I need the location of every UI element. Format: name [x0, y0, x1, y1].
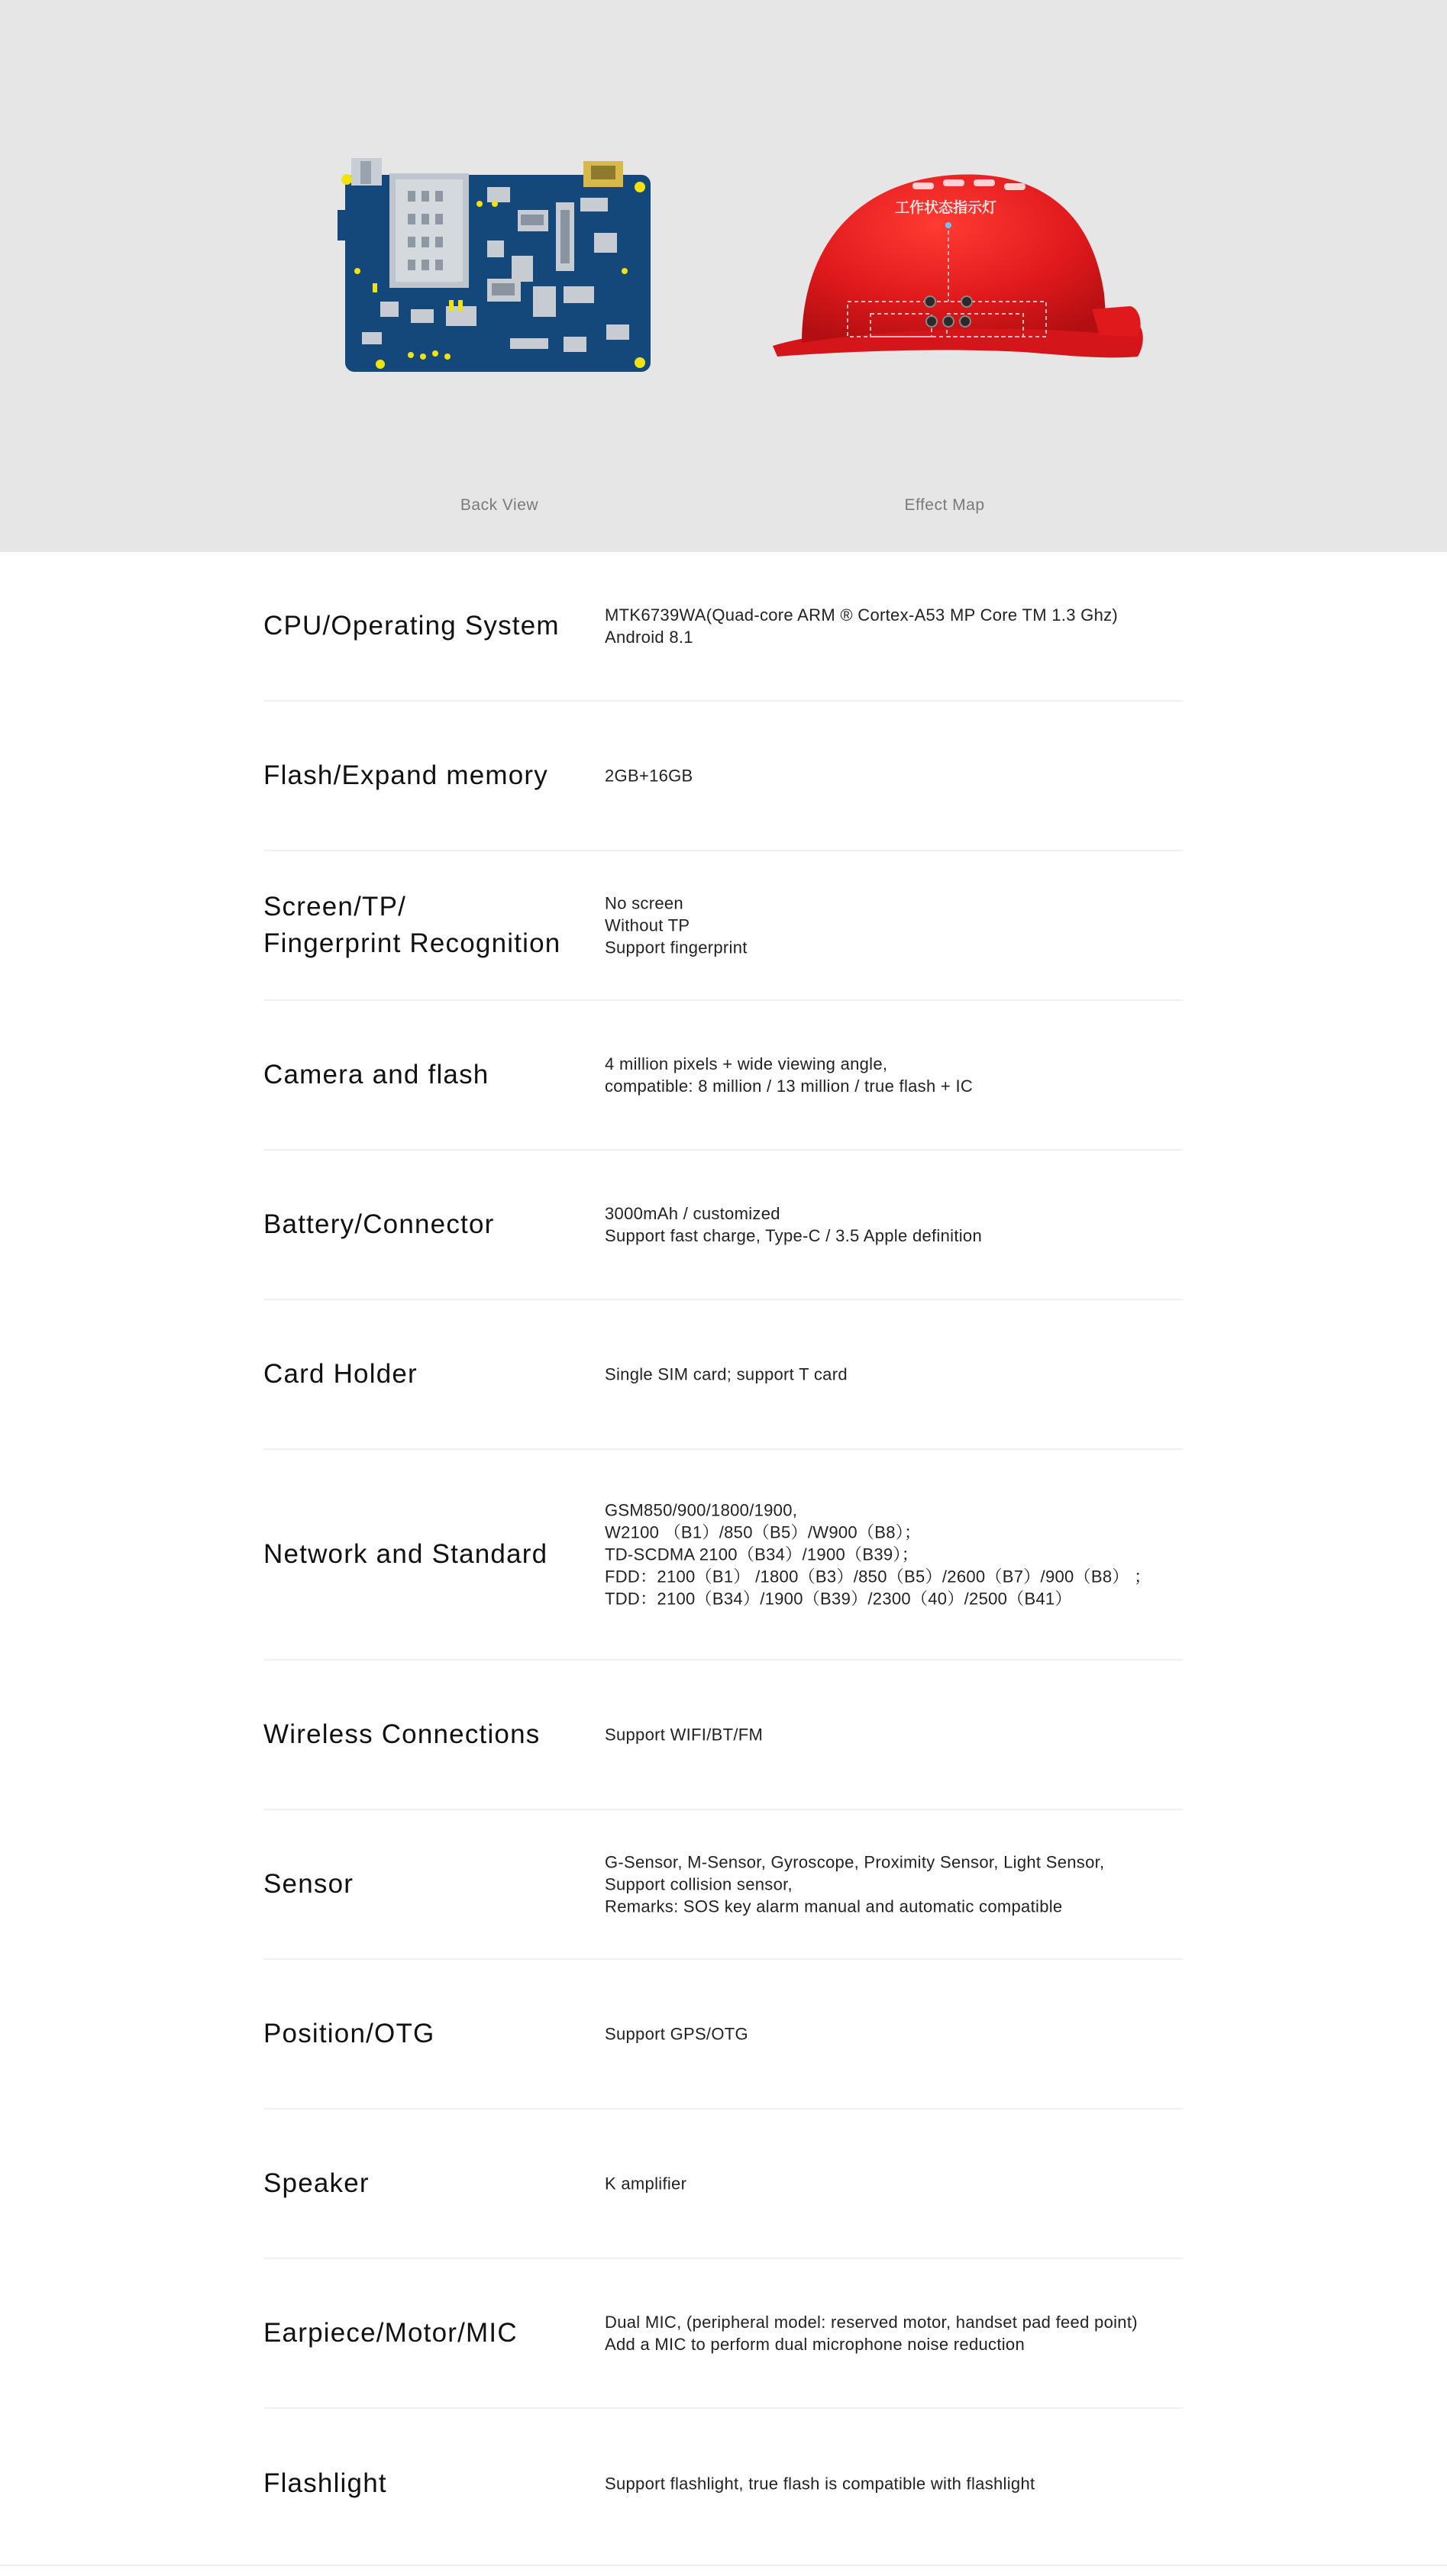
spec-label: Screen/TP/ Fingerprint Recognition — [263, 892, 561, 958]
circuit-board-image — [334, 157, 659, 378]
spec-label: Wireless Connections — [263, 1719, 541, 1749]
helmet-indicator-label: 工作状态指示灯 — [895, 199, 997, 216]
spec-value: 2GB+16GB — [605, 766, 693, 786]
spec-row-position — [263, 1960, 1183, 2110]
spec-label: Sensor — [263, 1869, 354, 1899]
spec-value: MTK6739WA(Quad-core ARM ® Cortex-A53 MP Core TM 1.3 Ghz) Android 8.1 — [605, 605, 1119, 647]
back-view-caption: Back View — [460, 496, 539, 514]
spec-value: K amplifier — [605, 2174, 687, 2193]
spec-label: Flashlight — [263, 2468, 387, 2498]
spec-label: Speaker — [263, 2168, 370, 2198]
spec-row-network — [263, 1450, 1183, 1661]
spec-label: Earpiece/Motor/MIC — [263, 2318, 518, 2348]
spec-row-earpiece — [263, 2259, 1183, 2409]
spec-row-speaker — [263, 2110, 1183, 2259]
spec-row-sensor — [263, 1810, 1183, 1960]
spec-row-card-holder — [263, 1300, 1183, 1450]
spec-value: No screen Without TP Support fingerprint — [605, 893, 748, 957]
effect-map-caption: Effect Map — [904, 496, 985, 514]
spec-row-cpu — [263, 552, 1183, 702]
spec-label: Position/OTG — [263, 2019, 435, 2048]
spec-value: Support GPS/OTG — [605, 2024, 748, 2044]
spec-value: 4 million pixels + wide viewing angle, compatible: 8 million / 13 million / true flash + IC — [605, 1054, 974, 1096]
bottom-divider — [0, 2565, 1447, 2566]
spec-row-memory — [263, 702, 1183, 851]
spec-value: Dual MIC, (peripheral model: reserved motor, handset pad feed point) Add a MIC to perform dual microphone noise reduction — [605, 2313, 1138, 2354]
spec-value: Support WIFI/BT/FM — [605, 1725, 764, 1745]
spec-row-flashlight — [263, 2409, 1183, 2558]
spec-row-battery — [263, 1151, 1183, 1300]
spec-row-camera — [263, 1001, 1183, 1151]
spec-value: Support flashlight, true flash is compatible with flashlight — [605, 2474, 1035, 2494]
spec-label: Flash/Expand memory — [263, 760, 548, 790]
spec-value: Single SIM card; support T card — [605, 1364, 848, 1384]
spec-value: G-Sensor, M-Sensor, Gyroscope, Proximity Sensor, Light Sensor, Support collision sensor, Remarks: SOS key alarm manual and automatic compatible — [605, 1852, 1105, 1916]
spec-value: 3000mAh / customized Support fast charge, Type-C / 3.5 Apple definition — [605, 1204, 983, 1245]
spec-table — [263, 552, 1183, 2558]
spec-row-wireless — [263, 1661, 1183, 1810]
spec-label: Card Holder — [263, 1359, 418, 1389]
spec-row-screen — [263, 851, 1183, 1001]
spec-label: CPU/Operating System — [263, 611, 560, 641]
spec-value: GSM850/900/1800/1900, W2100 （B1）/850（B5）/W900（B8）； TD-SCDMA 2100（B34）/1900（B39）； FDD：2100（B1） /1800（B3）/850（B5）/2600（B7）/900（B8） ； TDD：2100（B34）/1900（B39）/2300（40）/2500（B41） — [605, 1500, 1151, 1609]
hero-banner — [0, 0, 1447, 552]
spec-label: Battery/Connector — [263, 1209, 495, 1239]
spec-label: Camera and flash — [263, 1060, 489, 1089]
safety-helmet-image — [771, 164, 1145, 366]
spec-label: Network and Standard — [263, 1539, 548, 1569]
